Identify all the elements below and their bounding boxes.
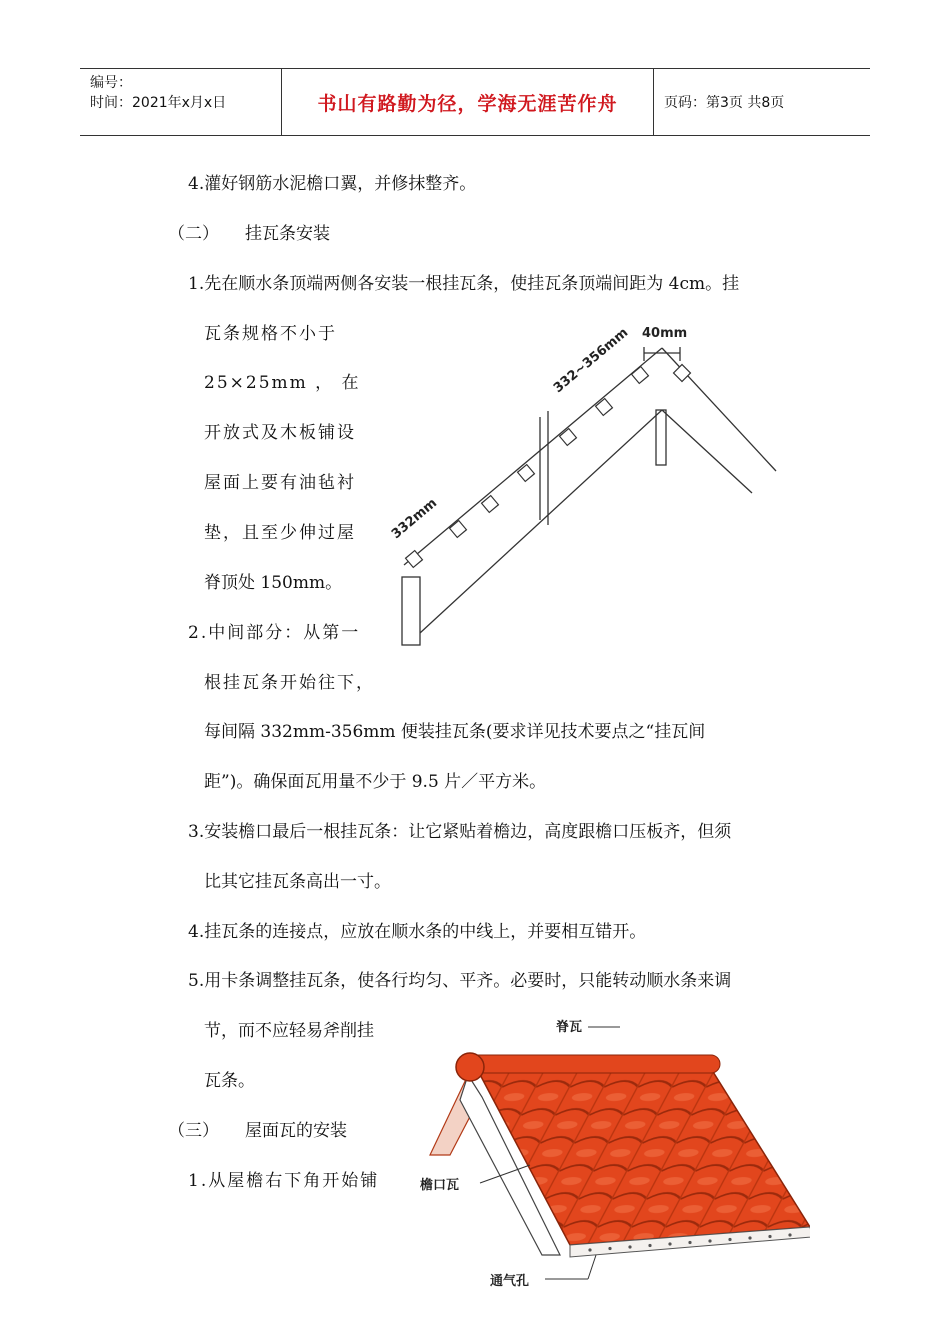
batten <box>674 365 691 382</box>
paragraph: 开放式及木板铺设 <box>204 423 356 443</box>
rafter-top-line <box>404 348 662 565</box>
section-title: 挂瓦条安装 <box>245 224 330 244</box>
paragraph: 每间隔 332mm-356mm 便装挂瓦条(要求详见技术要点之“挂瓦间 <box>204 722 706 742</box>
paragraph: 3.安装檐口最后一根挂瓦条：让它紧贴着檐边，高度跟檐口压板齐，但须 <box>188 822 732 842</box>
dimension-label-top: 40mm <box>642 326 688 341</box>
paragraph: 4.挂瓦条的连接点，应放在顺水条的中线上，并要相互错开。 <box>188 922 647 942</box>
label-ridge-tile: 脊瓦 <box>556 1020 583 1035</box>
batten-diagram <box>380 315 800 655</box>
header-motto: 书山有路勤为径，学海无涯苦作舟 <box>282 69 654 135</box>
roof-tile-diagram <box>410 1005 810 1295</box>
dimension-label-slope: 332~356mm <box>550 325 632 397</box>
header-meta <box>80 69 282 135</box>
paragraph: 瓦条规格不小于 <box>204 324 337 344</box>
dimension-label-bottom: 332mm <box>388 495 441 543</box>
section-title: 屋面瓦的安装 <box>245 1121 347 1141</box>
document-number: 编号： <box>90 75 132 91</box>
batten <box>632 367 649 384</box>
page-number: 页码：第3页 共8页 <box>664 95 785 111</box>
paragraph: 节，而不应轻易斧削挂 <box>204 1021 374 1041</box>
paragraph: 距”)。确保面瓦用量不少于 9.5 片／平方米。 <box>204 772 547 792</box>
ridge-post <box>656 410 666 465</box>
label-vent-hole: 通气孔 <box>490 1274 530 1289</box>
section-number: （二） <box>168 224 219 244</box>
section-number: （三） <box>168 1121 219 1141</box>
ridge-tiles <box>460 1055 720 1073</box>
paragraph: 5.用卡条调整挂瓦条，使各行均匀、平齐。必要时，只能转动顺水条来调 <box>188 971 732 991</box>
paragraph: 1.先在顺水条顶端两侧各安装一根挂瓦条，使挂瓦条顶端间距为 4cm。挂 <box>188 274 740 294</box>
label-eave-tile: 檐口瓦 <box>420 1178 460 1193</box>
paragraph: 2.中间部分：从第一 <box>188 623 361 643</box>
paragraph: 1.从屋檐右下角开始铺 <box>188 1171 380 1191</box>
batten <box>406 551 423 568</box>
batten <box>560 429 577 446</box>
paragraph: 脊顶处 150mm。 <box>204 573 343 593</box>
paragraph: 垫，且至少伸过屋 <box>204 523 356 543</box>
eave-fascia <box>402 577 420 645</box>
page-header <box>80 68 870 136</box>
paragraph: 4.灌好钢筋水泥檐口翼，并修抹整齐。 <box>188 174 477 194</box>
paragraph: 比其它挂瓦条高出一寸。 <box>204 872 391 892</box>
batten <box>450 521 467 538</box>
paragraph: 根挂瓦条开始往下， <box>204 673 375 693</box>
paragraph: 25×25mm ， 在 <box>204 373 361 393</box>
right-rafter-line <box>662 348 776 471</box>
ridge-end-cap <box>456 1053 484 1081</box>
leader-line <box>588 1255 596 1279</box>
right-rafter-lower-line <box>662 410 752 493</box>
paragraph: 屋面上要有油毡衬 <box>204 473 356 493</box>
document-time: 时间：2021年x月x日 <box>90 95 227 111</box>
paragraph: 瓦条。 <box>204 1071 255 1091</box>
